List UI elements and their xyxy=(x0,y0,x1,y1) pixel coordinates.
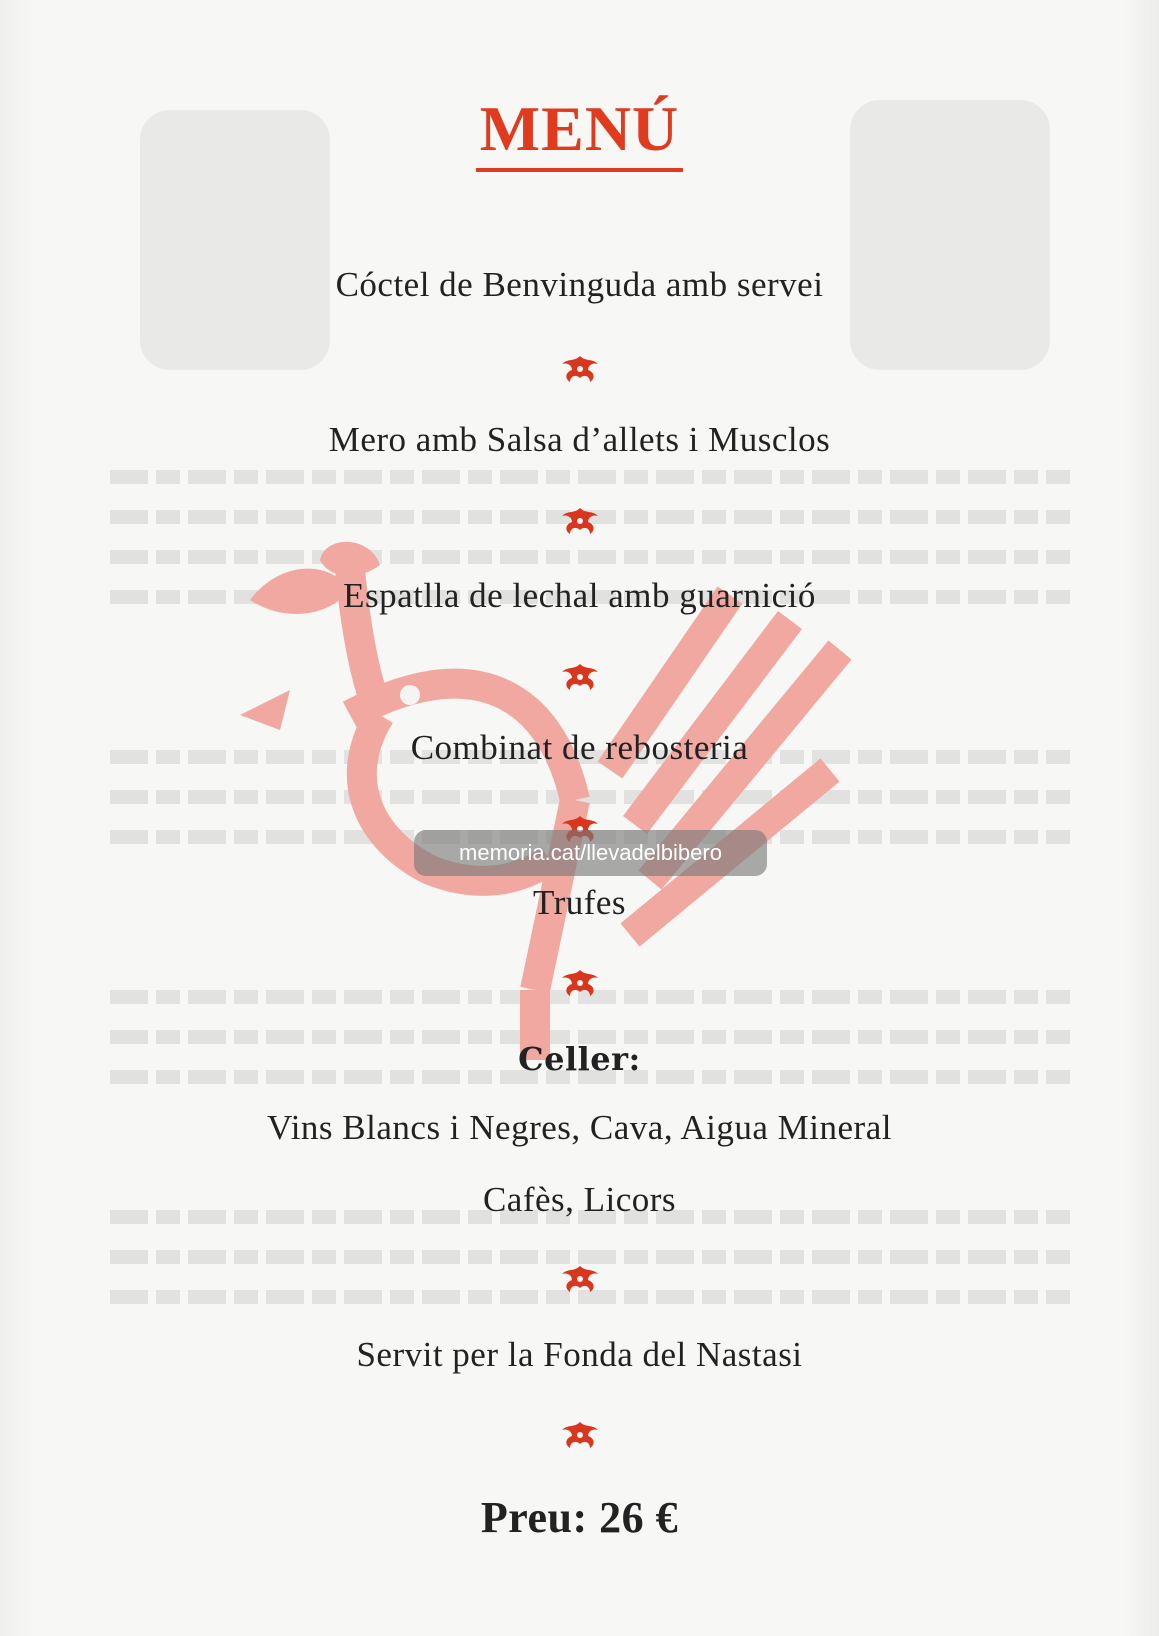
menu-title: MENÚ xyxy=(0,92,1159,172)
menu-item-4: Combinat de rebosteria xyxy=(410,728,749,767)
price: Preu: 26 € xyxy=(480,1493,679,1542)
watermark-link[interactable]: memoria.cat/llevadelbibero xyxy=(414,830,767,876)
celler-title: Celler: xyxy=(518,1040,641,1078)
served-by: Servit per la Fonda del Nastasi xyxy=(356,1335,803,1374)
floral-ornament-icon xyxy=(558,966,602,1000)
menu-item-5: Trufes xyxy=(532,883,627,922)
celler-line-1: Vins Blancs i Negres, Cava, Aigua Mineral xyxy=(267,1108,892,1147)
floral-ornament-icon xyxy=(558,1262,602,1296)
floral-ornament-icon xyxy=(558,504,602,538)
floral-ornament-icon xyxy=(558,1418,602,1452)
menu-item-2: Mero amb Salsa d’allets i Musclos xyxy=(328,420,831,459)
floral-ornament-icon xyxy=(558,352,602,386)
celler-line-2: Cafès, Licors xyxy=(482,1180,677,1219)
floral-ornament-icon xyxy=(558,660,602,694)
menu-item-3: Espatlla de lechal amb guarnició xyxy=(343,576,816,615)
menu-item-1: Cóctel de Benvinguda amb servei xyxy=(335,265,824,304)
